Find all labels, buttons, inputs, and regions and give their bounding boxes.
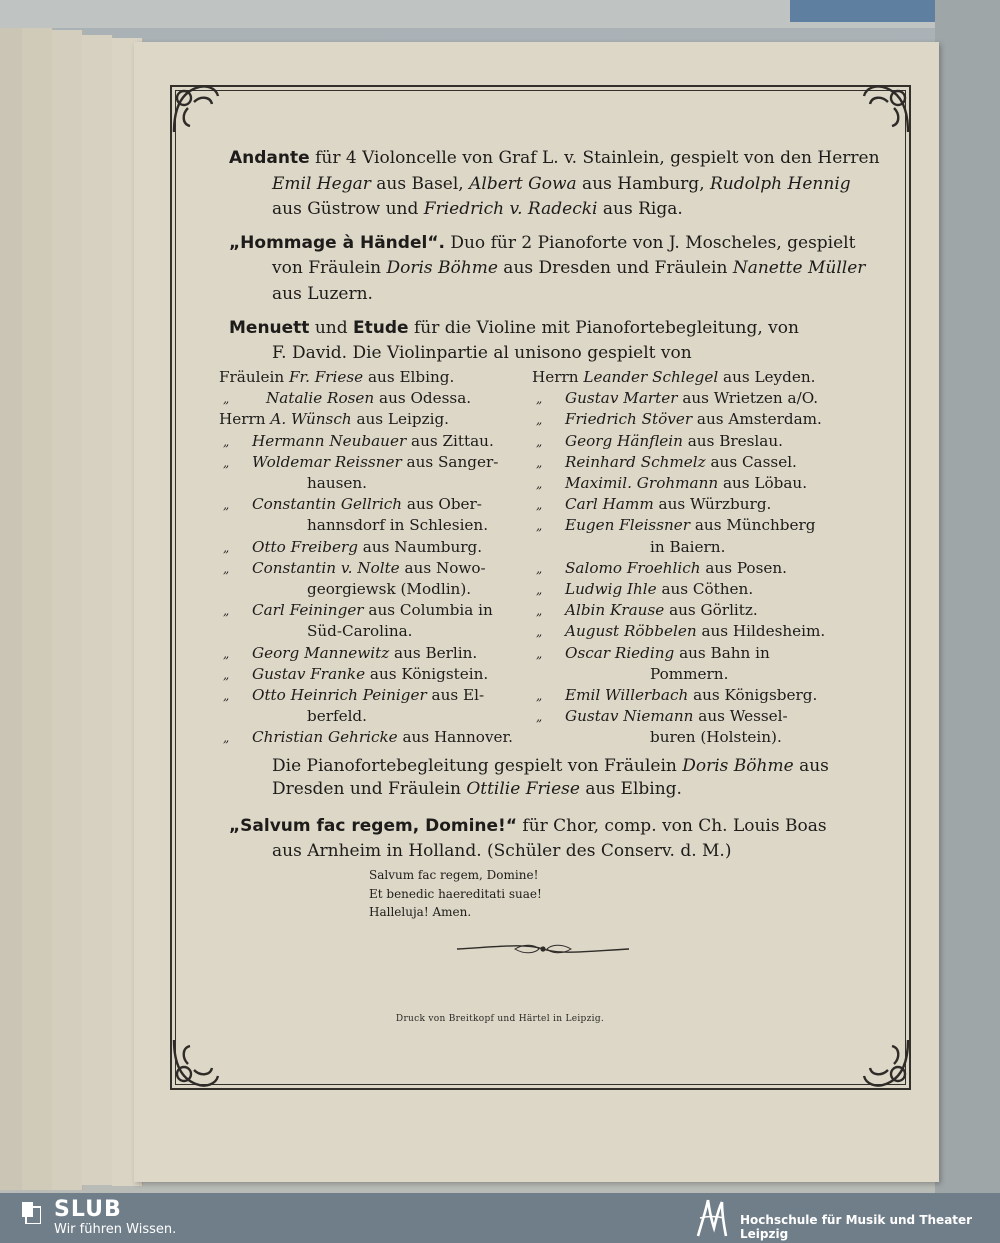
text-segment: von Fräulein xyxy=(272,258,387,278)
performer-origin: aus Cöthen. xyxy=(656,580,754,599)
ditto-mark: „ xyxy=(223,498,230,513)
performer-origin-continued: in Baiern. xyxy=(650,537,726,556)
performer-row xyxy=(532,558,825,579)
performer-origin: aus Wrietzen a/O. xyxy=(677,389,819,408)
performer-name: Rudolph Hennig xyxy=(710,174,851,194)
performer-name: Emil Willerbach xyxy=(565,686,689,705)
performer-row xyxy=(532,537,825,558)
performer-origin-continued: berfeld. xyxy=(307,707,367,726)
text-segment: aus Riga. xyxy=(597,199,683,219)
performer-row xyxy=(532,621,825,642)
performer-name: Constantin Gellrich xyxy=(252,495,403,514)
performer-row xyxy=(532,367,825,388)
hommage-line-1 xyxy=(229,233,855,254)
ditto-mark: „ xyxy=(536,625,543,640)
performer-row xyxy=(532,409,825,430)
ditto-mark: „ xyxy=(223,604,230,619)
performer-name: Constantin v. Nolte xyxy=(252,558,400,577)
performer-row xyxy=(532,431,825,452)
salvum-title: „Salvum fac regem, Domine!“ xyxy=(229,816,517,836)
performer-name: Gustav Marter xyxy=(565,389,678,408)
performer-name: Otto Heinrich Peiniger xyxy=(252,686,427,705)
andante-line-2 xyxy=(272,174,851,195)
performer-row xyxy=(219,621,513,642)
lyric-line: Halleluja! Amen. xyxy=(369,905,472,919)
ditto-mark: „ xyxy=(536,434,543,449)
andante-line-1 xyxy=(229,148,880,169)
performer-row xyxy=(532,452,825,473)
performer-name: Otto Freiberg xyxy=(252,537,358,556)
performer-origin: aus Posen. xyxy=(700,558,787,577)
performer-origin: aus Leipzig. xyxy=(351,410,449,429)
ditto-mark: „ xyxy=(223,561,230,576)
performer-row xyxy=(219,431,513,452)
performer-origin: aus Löbau. xyxy=(718,474,808,493)
performers-left-column xyxy=(219,367,513,749)
text-segment: aus Hamburg, xyxy=(576,174,710,194)
accompaniment-line-2 xyxy=(272,779,682,800)
performer-name: Natalie Rosen xyxy=(266,389,375,408)
performer-origin-continued: hannsdorf in Schlesien. xyxy=(307,516,489,535)
performer-origin: aus Sanger- xyxy=(401,452,499,471)
etude-title: Etude xyxy=(353,318,409,338)
performer-origin: aus Königsberg. xyxy=(688,686,818,705)
performer-row xyxy=(219,706,513,727)
ditto-mark: „ xyxy=(536,583,543,598)
ditto-mark: „ xyxy=(536,392,543,407)
performer-row xyxy=(219,727,513,748)
performer-row xyxy=(532,685,825,706)
performer-row xyxy=(532,600,825,621)
performer-origin: aus El- xyxy=(426,686,485,705)
performer-name: Ottilie Friese xyxy=(466,779,580,799)
performer-origin: aus Hannover. xyxy=(397,728,513,747)
performer-name: Nanette Müller xyxy=(732,258,866,278)
salvum-line-2: aus Arnheim in Holland. (Schüler des Conserv. d. M.) xyxy=(272,841,732,861)
ditto-mark: „ xyxy=(223,434,230,449)
corner-ornament-icon xyxy=(856,1032,916,1092)
performer-name: August Röbbelen xyxy=(565,622,697,641)
performer-name: Gustav Franke xyxy=(252,664,366,683)
ditto-mark: „ xyxy=(536,646,543,661)
performer-name: Albert Gowa xyxy=(469,174,577,194)
ditto-mark: „ xyxy=(536,455,543,470)
slub-logo-icon xyxy=(22,1202,41,1224)
performer-row xyxy=(219,664,513,685)
performer-origin-continued: hausen. xyxy=(307,474,368,493)
performer-name: Friedrich v. Radecki xyxy=(423,199,598,219)
performer-origin: aus Amsterdam. xyxy=(692,410,822,429)
performer-row xyxy=(532,664,825,685)
page-stack-edge xyxy=(82,35,113,1185)
ditto-mark: „ xyxy=(536,498,543,513)
library-name: SLUB xyxy=(54,1197,122,1222)
performer-origin: aus Naumburg. xyxy=(357,537,483,556)
performer-origin: aus Elbing. xyxy=(363,368,455,386)
andante-line-3 xyxy=(272,199,683,220)
hommage-line-3: aus Luzern. xyxy=(272,284,373,304)
performer-row xyxy=(532,388,825,409)
performer-origin: aus Nowo- xyxy=(399,558,486,577)
ditto-mark: „ xyxy=(536,413,543,428)
hommage-description: Duo für 2 Pianoforte von J. Moscheles, gespielt xyxy=(444,233,856,253)
performer-name: Carl Hamm xyxy=(565,495,654,514)
performer-name: Maximil. Grohmann xyxy=(565,474,719,493)
ditto-mark: „ xyxy=(536,477,543,492)
ditto-mark: „ xyxy=(223,392,230,407)
lyric-line: Salvum fac regem, Domine! xyxy=(369,868,539,882)
performer-row xyxy=(219,685,513,706)
performer-row xyxy=(532,515,825,536)
performer-origin: aus Königstein. xyxy=(365,664,489,683)
andante-title: Andante xyxy=(229,148,310,168)
performer-title: Herrn xyxy=(532,368,584,386)
hfm-logo-icon xyxy=(694,1196,730,1240)
performer-name: Hermann Neubauer xyxy=(252,431,407,450)
performer-name: Friedrich Stöver xyxy=(565,410,693,429)
performer-row xyxy=(219,643,513,664)
salvum-lyrics xyxy=(369,866,542,922)
hommage-line-2 xyxy=(272,258,865,279)
performer-row xyxy=(219,537,513,558)
performer-row xyxy=(219,600,513,621)
performer-row xyxy=(532,706,825,727)
performer-row xyxy=(219,409,513,430)
performer-origin: aus Wessel- xyxy=(693,707,788,726)
performer-origin: aus Breslau. xyxy=(682,431,783,450)
performer-name: Gustav Niemann xyxy=(565,707,694,726)
performer-row xyxy=(219,388,513,409)
performer-row xyxy=(532,643,825,664)
performer-origin: aus Ober- xyxy=(402,495,482,514)
menuett-connector: und xyxy=(309,318,354,338)
performer-row xyxy=(219,579,513,600)
text-segment: aus Güstrow und xyxy=(272,199,424,219)
corner-ornament-icon xyxy=(166,1032,226,1092)
performer-origin-continued: Süd-Carolina. xyxy=(307,622,413,641)
ditto-mark: „ xyxy=(536,689,543,704)
performer-origin: aus Berlin. xyxy=(389,643,478,662)
performer-name: Eugen Fleissner xyxy=(565,516,691,535)
performer-title: Herrn xyxy=(219,410,271,429)
performer-row xyxy=(532,494,825,515)
performer-origin: aus Zittau. xyxy=(406,431,494,450)
performer-name: Salomo Froehlich xyxy=(565,558,701,577)
performer-origin: aus Würzburg. xyxy=(653,495,772,514)
performer-row xyxy=(532,579,825,600)
performers-right-column xyxy=(532,367,825,749)
lyric-line: Et benedic haereditati suae! xyxy=(369,886,542,901)
institution-name: Hochschule für Musik und Theater Leipzig xyxy=(740,1213,973,1241)
ditto-mark: „ xyxy=(536,561,543,576)
text-segment: aus xyxy=(793,756,829,776)
hommage-title: „Hommage à Händel“. xyxy=(229,233,445,253)
performer-name: Reinhard Schmelz xyxy=(565,452,706,471)
text-segment: Die Pianofortebegleitung gespielt von Fräulein xyxy=(272,756,683,776)
menuett-description: für die Violine mit Pianofortebegleitung, von xyxy=(408,318,799,338)
andante-description: für 4 Violoncelle von Graf L. v. Stainlein, gespielt von den Herren xyxy=(309,148,880,168)
corner-ornament-icon xyxy=(166,80,226,140)
performer-origin: aus Görlitz. xyxy=(664,601,758,620)
performer-origin: aus Cassel. xyxy=(705,452,797,471)
performer-name: Georg Hänflein xyxy=(565,431,683,450)
performer-origin: aus Leyden. xyxy=(718,368,816,386)
ditto-mark: „ xyxy=(536,710,543,725)
text-segment: aus Elbing. xyxy=(579,779,682,799)
corner-ornament-icon xyxy=(856,80,916,140)
performer-name: Emil Hegar xyxy=(272,174,371,194)
performer-title: Fräulein xyxy=(219,368,289,386)
performer-row xyxy=(219,515,513,536)
footer-bar xyxy=(0,1193,1000,1243)
performer-origin: aus Odessa. xyxy=(374,389,472,408)
performer-name: A. Wünsch xyxy=(270,410,352,429)
performer-name: Ludwig Ihle xyxy=(565,580,657,599)
performer-row xyxy=(219,473,513,494)
printer-credit: Druck von Breitkopf und Härtel in Leipzig. xyxy=(395,1014,605,1024)
ditto-mark: „ xyxy=(223,455,230,470)
performer-name: Albin Krause xyxy=(565,601,665,620)
performer-origin: aus Münchberg xyxy=(690,516,816,535)
ditto-mark: „ xyxy=(223,689,230,704)
divider-ornament-icon xyxy=(455,941,631,957)
performer-row xyxy=(532,727,825,748)
text-segment: aus Dresden und Fräulein xyxy=(497,258,733,278)
salvum-line-1 xyxy=(229,816,827,837)
accompaniment-line-1 xyxy=(272,756,829,777)
ditto-mark: „ xyxy=(223,646,230,661)
text-segment: aus Basel, xyxy=(370,174,470,194)
performer-origin: aus Columbia in xyxy=(363,601,493,620)
performer-name: Leander Schlegel xyxy=(583,368,719,386)
ditto-mark: „ xyxy=(223,731,230,746)
performer-name: Christian Gehricke xyxy=(252,728,398,747)
performer-origin-continued: georgiewsk (Modlin). xyxy=(307,580,472,599)
library-tagline: Wir führen Wissen. xyxy=(54,1222,177,1237)
performer-row xyxy=(219,494,513,515)
performer-name: Georg Mannewitz xyxy=(252,643,390,662)
menuett-line-2: F. David. Die Violinpartie al unisono gespielt von xyxy=(272,343,692,363)
salvum-description: für Chor, comp. von Ch. Louis Boas xyxy=(517,816,827,836)
menuett-title: Menuett xyxy=(229,318,310,338)
ditto-mark: „ xyxy=(536,519,543,534)
menuett-line-1 xyxy=(229,318,799,339)
performer-origin: aus Hildesheim. xyxy=(696,622,826,641)
ditto-mark: „ xyxy=(536,604,543,619)
performer-name: Woldemar Reissner xyxy=(252,452,402,471)
performer-name: Carl Feininger xyxy=(252,601,364,620)
performer-origin-continued: buren (Holstein). xyxy=(650,728,782,747)
performer-name: Oscar Rieding xyxy=(565,643,675,662)
performer-row xyxy=(219,558,513,579)
performer-origin: aus Bahn in xyxy=(674,643,770,662)
performer-origin-continued: Pommern. xyxy=(650,664,729,683)
performer-name: Doris Böhme xyxy=(682,756,794,776)
performer-name: Fr. Friese xyxy=(288,368,364,386)
text-segment: Dresden und Fräulein xyxy=(272,779,467,799)
performer-row xyxy=(219,452,513,473)
performer-name: Doris Böhme xyxy=(386,258,498,278)
performer-row xyxy=(219,367,513,388)
performer-row xyxy=(532,473,825,494)
binding-tab xyxy=(790,0,940,22)
ditto-mark: „ xyxy=(223,540,230,555)
ditto-mark: „ xyxy=(223,667,230,682)
